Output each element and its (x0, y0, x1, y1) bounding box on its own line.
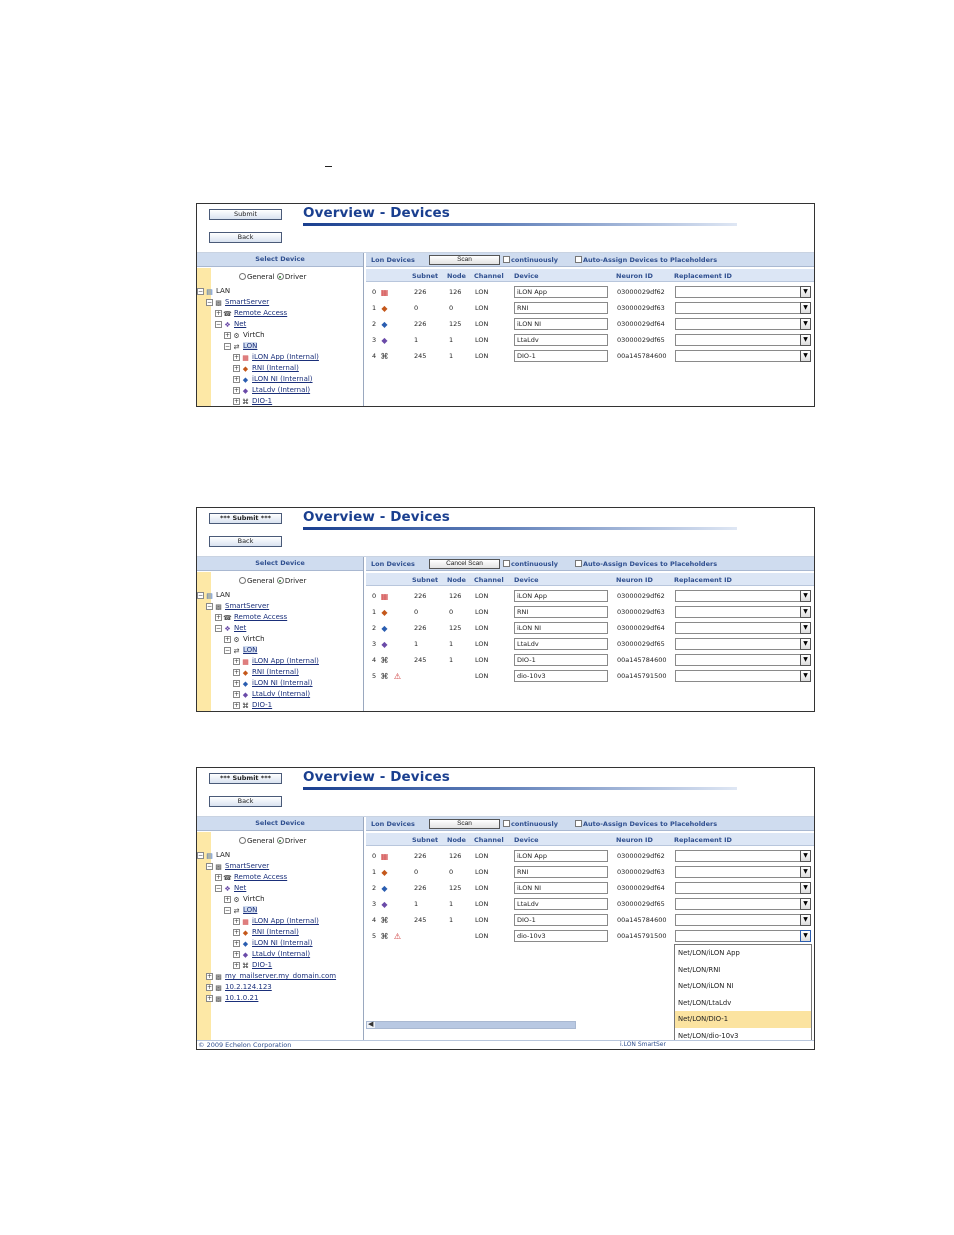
ltaldv-icon: ◆ (242, 691, 249, 699)
table-row: 1 ◆ 0 0 LON RNI 03000029df63 ▼ (366, 301, 814, 317)
ltaldv-icon: ◆ (381, 900, 388, 909)
tree-node-mailserver[interactable]: + ▩ my_mailserver.my_domain.com (207, 972, 337, 981)
auto-assign-option: Auto-Assign Devices to Placeholders (575, 560, 717, 568)
expand-icon[interactable]: + (234, 929, 240, 936)
tree-node-ilon-ni[interactable]: + ◆ iLON NI (Internal) (234, 375, 313, 384)
table-row: 2 ◆ 226 125 LON iLON NI 03000029df64 ▼ (366, 881, 814, 897)
device-name-input[interactable]: dio-10v3 (514, 670, 608, 682)
title-underline (303, 223, 737, 226)
tree-node-ilon-app[interactable]: + ▦ iLON App (Internal) (234, 917, 319, 926)
collapse-icon[interactable]: − (225, 343, 231, 350)
radio-driver[interactable] (277, 837, 284, 844)
tree-node-lon[interactable]: − ⇄ LON (225, 342, 258, 351)
rni-icon: ◆ (242, 929, 249, 937)
chevron-down-icon[interactable]: ▼ (800, 882, 811, 894)
rni-icon: ◆ (381, 608, 388, 617)
back-button[interactable]: Back (209, 232, 282, 243)
tree-node-lan[interactable]: − ▤ LAN (198, 851, 231, 860)
channel-icon: ⚙ (233, 332, 240, 340)
dropdown-option[interactable]: Net/LON/iLON NI (678, 982, 734, 990)
scrollbar-thumb[interactable] (375, 1022, 575, 1028)
collapse-icon[interactable]: − (198, 288, 204, 295)
replacement-id-select[interactable] (675, 334, 811, 346)
replacement-id-select[interactable] (675, 302, 811, 314)
radio-general[interactable] (239, 577, 246, 584)
expand-icon[interactable]: + (234, 354, 240, 361)
replacement-id-select[interactable] (675, 622, 811, 634)
server-icon: ▩ (215, 863, 222, 871)
dio-icon: ⌘ (242, 962, 249, 970)
chevron-down-icon[interactable]: ▼ (800, 318, 811, 330)
lon-devices-pane (366, 557, 814, 711)
col-device: Device (514, 836, 539, 844)
tree-node-ilon-app[interactable]: + ▦ iLON App (Internal) (234, 353, 319, 362)
rni-icon: ◆ (242, 669, 249, 677)
expand-icon[interactable]: + (207, 995, 213, 1002)
tree-node-lon[interactable]: − ⇄ LON (225, 646, 258, 655)
table-row: 2 ◆ 226 125 LON iLON NI 03000029df64 ▼ (366, 317, 814, 333)
expand-icon[interactable]: + (234, 365, 240, 372)
auto-assign-checkbox[interactable] (575, 560, 582, 567)
chevron-down-icon[interactable]: ▼ (800, 622, 811, 634)
device-name-input[interactable]: iLON NI (514, 882, 608, 894)
table-row: 1 ◆ 0 0 LON RNI 03000029df63 ▼ (366, 865, 814, 881)
col-neuron-id: Neuron ID (616, 272, 653, 280)
ltaldv-icon: ◆ (381, 336, 388, 345)
phone-icon: ☎ (223, 874, 232, 882)
lan-icon: ▤ (206, 288, 213, 296)
chevron-down-icon[interactable]: ▼ (800, 302, 811, 314)
dio-icon: ⌘ (380, 916, 389, 925)
ltaldv-icon: ◆ (381, 640, 388, 649)
app-icon: ▦ (242, 354, 249, 362)
stray-dash (325, 166, 332, 167)
table-row: 4 ⌘ 245 1 LON DIO-1 00a145784600 ▼ (366, 653, 814, 669)
ltaldv-icon: ◆ (242, 387, 249, 395)
continuously-checkbox[interactable] (503, 560, 510, 567)
tree-node-ltaldv[interactable]: + ◆ LtaLdv (Internal) (234, 950, 311, 959)
continuously-checkbox[interactable] (503, 256, 510, 263)
scan-button[interactable]: Scan (429, 819, 500, 829)
tree-node-smartserver[interactable]: − ▩ SmartServer (207, 602, 270, 611)
replacement-id-select[interactable] (675, 606, 811, 618)
expand-icon[interactable]: + (234, 680, 240, 687)
expand-icon[interactable]: + (234, 940, 240, 947)
table-row: 0 ▦ 226 126 LON iLON App 03000029df62 ▼ (366, 285, 814, 301)
tree-node-remote-access[interactable]: + ☎ Remote Access (216, 873, 288, 882)
table-row: 2 ◆ 226 125 LON iLON NI 03000029df64 ▼ (366, 621, 814, 637)
title-underline (303, 527, 737, 530)
col-channel: Channel (474, 272, 504, 280)
ni-icon: ◆ (242, 940, 249, 948)
product-brand-text: i.LON SmartSer (620, 1041, 666, 1048)
replacement-id-select[interactable] (675, 590, 811, 602)
chevron-down-icon[interactable]: ▼ (800, 334, 811, 346)
table-row: 4 ⌘ 245 1 LON DIO-1 00a145784600 ▼ (366, 913, 814, 929)
expand-icon[interactable]: + (234, 387, 240, 394)
tree-node-ltaldv[interactable]: + ◆ LtaLdv (Internal) (234, 386, 311, 395)
replacement-id-select[interactable] (675, 670, 811, 682)
dio-icon: ⌘ (242, 398, 249, 406)
expand-icon[interactable]: + (234, 658, 240, 665)
table-row: 3 ◆ 1 1 LON LtaLdv 03000029df65 ▼ (366, 333, 814, 349)
chevron-down-icon[interactable]: ▼ (800, 914, 811, 926)
chevron-down-icon[interactable]: ▼ (800, 670, 811, 682)
col-replacement-id: Replacement ID (674, 836, 732, 844)
lon-devices-pane (366, 253, 814, 406)
device-name-input[interactable]: LtaLdv (514, 898, 608, 910)
lan-icon: ▤ (206, 852, 213, 860)
chevron-down-icon[interactable]: ▼ (800, 850, 811, 862)
chevron-down-icon[interactable]: ▼ (800, 866, 811, 878)
dropdown-option[interactable]: Net/LON/LtaLdv (678, 998, 732, 1007)
col-node: Node (447, 576, 466, 584)
radio-general[interactable] (239, 837, 246, 844)
phone-icon: ☎ (223, 614, 232, 622)
tree-node-ilon-ni[interactable]: + ◆ iLON NI (Internal) (234, 939, 313, 948)
expand-icon[interactable]: + (225, 896, 231, 903)
page-title: Overview - Devices (303, 205, 450, 221)
lon-channel-icon: ⇄ (233, 647, 240, 655)
table-row: 0 ▦ 226 126 LON iLON App 03000029df62 ▼ (366, 849, 814, 865)
device-table-header (366, 269, 814, 282)
table-row: 1 ◆ 0 0 LON RNI 03000029df63 ▼ (366, 605, 814, 621)
tree-node-host-1[interactable]: + ▩ 10.2.124.123 (207, 983, 272, 992)
lan-icon: ▤ (206, 592, 213, 600)
auto-assign-checkbox[interactable] (575, 820, 582, 827)
dio-icon: ⌘ (380, 932, 389, 941)
table-row: 5 ⌘ ⚠ LON dio-10v3 00a145791500 ▼ (366, 929, 814, 945)
chevron-down-icon[interactable]: ▼ (800, 654, 811, 666)
view-mode-radios (239, 577, 306, 585)
page-header (197, 768, 814, 817)
tree-node-lan[interactable]: − ▤ LAN (198, 591, 231, 600)
screenshot-panel-1 (196, 203, 815, 407)
expand-icon[interactable]: + (234, 376, 240, 383)
chevron-down-icon[interactable]: ▼ (800, 350, 811, 362)
server-icon: ▩ (215, 973, 222, 981)
device-name-input[interactable]: iLON App (514, 850, 608, 862)
table-row: 5 ⌘ ⚠ LON dio-10v3 00a145791500 ▼ (366, 669, 814, 685)
table-row: 4 ⌘ 245 1 LON DIO-1 00a145784600 ▼ (366, 349, 814, 365)
horizontal-scrollbar[interactable] (366, 1021, 576, 1029)
col-subnet: Subnet (412, 272, 439, 280)
continuously-option: continuously (503, 256, 558, 264)
replacement-id-select[interactable] (675, 866, 811, 878)
expand-icon[interactable]: + (234, 669, 240, 676)
col-channel: Channel (474, 576, 504, 584)
tree-node-dio1[interactable]: + ⌘ DIO-1 (234, 397, 273, 406)
lon-channel-icon: ⇄ (233, 907, 240, 915)
tree-node-rni[interactable]: + ◆ RNI (Internal) (234, 928, 299, 937)
app-icon: ▦ (242, 918, 249, 926)
select-device-pane (197, 817, 364, 1040)
expand-icon[interactable]: + (216, 874, 222, 881)
device-name-input[interactable]: LtaLdv (514, 334, 608, 346)
expand-icon[interactable]: + (216, 310, 222, 317)
server-icon: ▩ (215, 299, 222, 307)
device-name-input[interactable]: RNI (514, 606, 608, 618)
tree-node-rni[interactable]: + ◆ RNI (Internal) (234, 364, 299, 373)
tree-node-lan[interactable]: − ▤ LAN (198, 287, 231, 296)
dropdown-option[interactable]: Net/LON/dio-10v3 (678, 1031, 739, 1040)
device-table-header (366, 833, 814, 846)
rni-icon: ◆ (381, 304, 388, 313)
page-title: Overview - Devices (303, 769, 450, 785)
collapse-icon[interactable]: − (216, 625, 222, 632)
ltaldv-icon: ◆ (242, 951, 249, 959)
chevron-down-icon[interactable]: ▼ (800, 638, 811, 650)
collapse-icon[interactable]: − (207, 299, 213, 306)
page-header (197, 508, 814, 557)
radio-driver[interactable] (277, 273, 284, 280)
device-name-input[interactable]: dio-10v3 (514, 930, 608, 942)
collapse-icon[interactable]: − (207, 863, 213, 870)
tree-node-remote-access[interactable]: + ☎ Remote Access (216, 309, 288, 318)
submit-button[interactable]: *** Submit *** (209, 773, 282, 784)
radio-driver[interactable] (277, 577, 284, 584)
replacement-id-select[interactable] (675, 654, 811, 666)
replacement-id-select[interactable] (675, 882, 811, 894)
table-row: 3 ◆ 1 1 LON LtaLdv 03000029df65 ▼ (366, 897, 814, 913)
warning-icon: ⚠ (393, 932, 402, 941)
continuously-option: continuously (503, 820, 558, 828)
phone-icon: ☎ (223, 310, 232, 318)
tree-node-dio1[interactable]: + ⌘ DIO-1 (234, 961, 273, 970)
table-row: 0 ▦ 226 126 LON iLON App 03000029df62 ▼ (366, 589, 814, 605)
lon-devices-label: Lon Devices (371, 256, 415, 264)
tree-node-smartserver[interactable]: − ▩ SmartServer (207, 862, 270, 871)
expand-icon[interactable]: + (234, 691, 240, 698)
radio-driver-label: Driver (284, 837, 307, 845)
tree-node-smartserver[interactable]: − ▩ SmartServer (207, 298, 270, 307)
collapse-icon[interactable]: − (207, 603, 213, 610)
radio-general-label: General (247, 273, 275, 281)
title-underline (303, 787, 737, 790)
collapse-icon[interactable]: − (225, 907, 231, 914)
continuously-option: continuously (503, 560, 558, 568)
expand-icon[interactable]: + (216, 614, 222, 621)
ni-icon: ◆ (381, 320, 388, 329)
select-device-pane (197, 557, 364, 711)
ni-icon: ◆ (242, 376, 249, 384)
auto-assign-checkbox[interactable] (575, 256, 582, 263)
col-neuron-id: Neuron ID (616, 836, 653, 844)
replacement-id-select[interactable] (675, 930, 811, 942)
replacement-id-select[interactable] (675, 914, 811, 926)
select-device-heading: Select Device (197, 253, 363, 267)
col-device: Device (514, 272, 539, 280)
lon-channel-icon: ⇄ (233, 343, 240, 351)
table-row: 3 ◆ 1 1 LON LtaLdv 03000029df65 ▼ (366, 637, 814, 653)
tree-node-rni[interactable]: + ◆ RNI (Internal) (234, 668, 299, 677)
auto-assign-option: Auto-Assign Devices to Placeholders (575, 256, 717, 264)
tree-node-dio1[interactable]: + ⌘ DIO-1 (234, 701, 273, 710)
lon-devices-pane (366, 817, 814, 1040)
tree-node-virtch[interactable]: + ⚙ VirtCh (225, 331, 265, 340)
replacement-id-dropdown (674, 944, 812, 1040)
dropdown-option[interactable]: Net/LON/iLON App (678, 949, 740, 957)
chevron-down-icon[interactable]: ▼ (800, 590, 811, 602)
tree-node-ltaldv[interactable]: + ◆ LtaLdv (Internal) (234, 690, 311, 699)
col-replacement-id: Replacement ID (674, 272, 732, 280)
lon-devices-toolbar (366, 817, 814, 831)
view-mode-radios (239, 837, 306, 845)
collapse-icon[interactable]: − (216, 885, 222, 892)
app-icon: ▦ (242, 658, 249, 666)
dio-icon: ⌘ (242, 702, 249, 710)
page-title: Overview - Devices (303, 509, 450, 525)
col-neuron-id: Neuron ID (616, 576, 653, 584)
expand-icon[interactable]: + (234, 702, 240, 709)
col-replacement-id: Replacement ID (674, 576, 732, 584)
rni-icon: ◆ (242, 365, 249, 373)
radio-general[interactable] (239, 273, 246, 280)
device-name-input[interactable]: RNI (514, 866, 608, 878)
device-name-input[interactable]: iLON App (514, 286, 608, 298)
server-icon: ▩ (215, 984, 222, 992)
view-mode-radios (239, 273, 306, 281)
collapse-icon[interactable]: − (216, 321, 222, 328)
chevron-down-icon[interactable]: ▼ (800, 606, 811, 618)
expand-icon[interactable]: + (234, 951, 240, 958)
replacement-id-select[interactable] (675, 286, 811, 298)
submit-button[interactable]: *** Submit *** (209, 513, 282, 524)
select-device-pane (197, 253, 364, 406)
tree-node-net[interactable]: − ❖ Net (216, 624, 247, 633)
col-channel: Channel (474, 836, 504, 844)
tree-node-host-2[interactable]: + ▩ 10.1.0.21 (207, 994, 259, 1003)
chevron-down-icon[interactable]: ▼ (800, 930, 811, 942)
app-icon: ▦ (380, 852, 389, 861)
scroll-left-icon[interactable]: ◀ (368, 1020, 374, 1028)
ni-icon: ◆ (381, 624, 388, 633)
replacement-id-select[interactable] (675, 638, 811, 650)
device-name-input[interactable]: iLON NI (514, 318, 608, 330)
cancel-scan-button[interactable]: Cancel Scan (429, 559, 500, 569)
expand-icon[interactable]: + (225, 332, 231, 339)
device-name-input[interactable]: RNI (514, 302, 608, 314)
server-icon: ▩ (215, 603, 222, 611)
tree-node-ilon-app[interactable]: + ▦ iLON App (Internal) (234, 657, 319, 666)
radio-driver-label: Driver (284, 273, 307, 281)
col-node: Node (447, 272, 466, 280)
page-header (197, 204, 814, 253)
tree-node-net[interactable]: − ❖ Net (216, 884, 247, 893)
warning-icon: ⚠ (393, 672, 402, 681)
col-subnet: Subnet (412, 836, 439, 844)
radio-driver-label: Driver (284, 577, 307, 585)
chevron-down-icon[interactable]: ▼ (800, 286, 811, 298)
tree-node-ilon-ni[interactable]: + ◆ iLON NI (Internal) (234, 679, 313, 688)
dio-icon: ⌘ (380, 656, 389, 665)
back-button[interactable]: Back (209, 796, 282, 807)
device-table-header (366, 573, 814, 586)
server-icon: ▩ (215, 995, 222, 1003)
submit-button[interactable]: Submit (209, 209, 282, 220)
select-device-heading: Select Device (197, 557, 363, 571)
app-icon: ▦ (380, 592, 389, 601)
select-device-heading: Select Device (197, 817, 363, 831)
device-name-input[interactable]: iLON App (514, 590, 608, 602)
page-footer (197, 1040, 814, 1049)
device-name-input[interactable]: DIO-1 (514, 350, 608, 362)
collapse-icon[interactable]: − (225, 647, 231, 654)
replacement-id-select[interactable] (675, 898, 811, 910)
ni-icon: ◆ (381, 884, 388, 893)
lon-devices-toolbar (366, 253, 814, 267)
replacement-id-select[interactable] (675, 850, 811, 862)
expand-icon[interactable]: + (207, 973, 213, 980)
expand-icon[interactable]: + (234, 918, 240, 925)
device-name-input[interactable]: DIO-1 (514, 914, 608, 926)
replacement-id-select[interactable] (675, 318, 811, 330)
back-button[interactable]: Back (209, 536, 282, 547)
tree-node-remote-access[interactable]: + ☎ Remote Access (216, 613, 288, 622)
channel-icon: ⚙ (233, 896, 240, 904)
rni-icon: ◆ (381, 868, 388, 877)
network-icon: ❖ (224, 885, 231, 893)
auto-assign-option: Auto-Assign Devices to Placeholders (575, 820, 717, 828)
scan-button[interactable]: Scan (429, 255, 500, 265)
dropdown-option[interactable]: Net/LON/RNI (678, 965, 721, 974)
col-subnet: Subnet (412, 576, 439, 584)
expand-icon[interactable]: + (234, 398, 240, 405)
channel-icon: ⚙ (233, 636, 240, 644)
radio-general-label: General (247, 837, 275, 845)
continuously-checkbox[interactable] (503, 820, 510, 827)
lon-devices-toolbar (366, 557, 814, 571)
col-device: Device (514, 576, 539, 584)
col-node: Node (447, 836, 466, 844)
device-name-input[interactable]: LtaLdv (514, 638, 608, 650)
lon-devices-label: Lon Devices (371, 820, 415, 828)
tree-node-net[interactable]: − ❖ Net (216, 320, 247, 329)
radio-general-label: General (247, 577, 275, 585)
dio-icon: ⌘ (380, 352, 389, 361)
expand-icon[interactable]: + (207, 984, 213, 991)
screenshot-panel-3 (196, 767, 815, 1050)
screenshot-panel-2 (196, 507, 815, 712)
dio-icon: ⌘ (380, 672, 389, 681)
dropdown-option-highlighted[interactable]: Net/LON/DIO-1 (675, 1011, 811, 1028)
app-icon: ▦ (380, 288, 389, 297)
tree-node-virtch[interactable]: + ⚙ VirtCh (225, 635, 265, 644)
tree-node-virtch[interactable]: + ⚙ VirtCh (225, 895, 265, 904)
copyright-text: © 2009 Echelon Corporation (198, 1041, 292, 1049)
network-icon: ❖ (224, 625, 231, 633)
collapse-icon[interactable]: − (198, 852, 204, 859)
network-icon: ❖ (224, 321, 231, 329)
collapse-icon[interactable]: − (198, 592, 204, 599)
expand-icon[interactable]: + (234, 962, 240, 969)
lon-devices-label: Lon Devices (371, 560, 415, 568)
device-name-input[interactable]: iLON NI (514, 622, 608, 634)
device-name-input[interactable]: DIO-1 (514, 654, 608, 666)
expand-icon[interactable]: + (225, 636, 231, 643)
chevron-down-icon[interactable]: ▼ (800, 898, 811, 910)
replacement-id-select[interactable] (675, 350, 811, 362)
ni-icon: ◆ (242, 680, 249, 688)
tree-node-lon[interactable]: − ⇄ LON (225, 906, 258, 915)
